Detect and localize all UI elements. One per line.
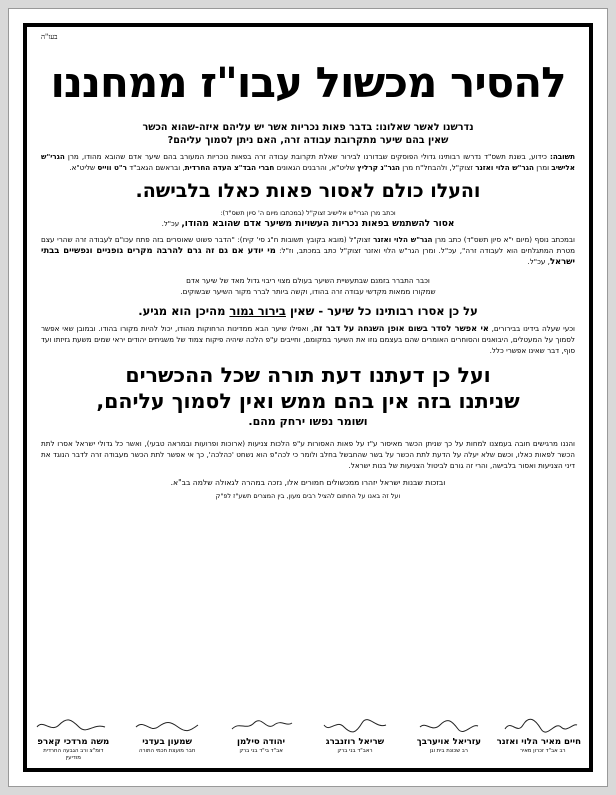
wosner-suffix: , עכ"ל. — [527, 257, 550, 266]
rabbi-2: הגר"ש הלוי ואזנר — [475, 163, 534, 172]
signature-scribble-icon — [320, 715, 390, 737]
signatory-1 — [496, 715, 581, 762]
conclusion2-line-2: שניתנו בזה אין בהם ממש ואין לסמוך עליהם, — [96, 389, 520, 413]
checks-text-2: , ואפילו שיער הבא ממדינות הרחוקות מהודו, יכול להיות מקורו בהודו. ובמובן שאי אפשר לסמוך על המעטלים, היבואנים והסוחרים האומרים שהם בעצמם גוזו את השיער במקומם, וחייבים ע"פ הלכה שיהיה פיקוח צמוד של משגיחים יהודים יראי שמים משעת גזיזתו ועד סוף, דבר שאינו אפשרי כלל. — [41, 324, 575, 355]
knowledge-line-1: וכבר התברר בזמנם שבתעשיית השיער בעולם מצוי ריבוי גדול מאד של שיער אדם — [186, 276, 430, 285]
answer-paragraph — [41, 151, 575, 173]
signatory-role: חבר מועצת חכמי התורה — [138, 748, 196, 754]
question-line-1: נדרשנו לאשר שאלונו: בדבר פאות נכריות אשר יש עליהם איזה-שהוא הכשר — [142, 122, 474, 133]
elyashiv-ruling-text: אסור להשתמש בפאות נכריות העשויות משיער אדם שהובא מהודו, — [181, 219, 455, 229]
signatory-role: אב"ד בי"ד בני ברק — [239, 748, 283, 754]
wosner-quote: מי יודע אם גם זה גרם להרבה מקרים גופניים ונפשיים בבתי ישראל — [41, 245, 575, 266]
answer-text-1: כידוע, בשנת תשס"ד נדרשו רבותינו גדולי הפוסקים שבדורנו לבירור שאלת תקרובת עבודה זרה בפאות נוכריות המעורב בהם שיער אדם שהובא מהודו, מרן — [64, 152, 550, 161]
signature-scribble-icon — [132, 715, 202, 737]
elyashiv-ruling — [41, 218, 575, 230]
rule-post: מהיכן הוא מגיע. — [138, 304, 230, 318]
wosner-text-1: ובמכתב נוסף (מיום י"א סיון תשס"ד) כתב מרן — [432, 235, 575, 244]
answer-text-5: , ובראשם הגאב"ד — [126, 163, 185, 172]
document-page — [8, 8, 608, 787]
signatory-name: יהודה סילמן — [237, 737, 286, 747]
elyashiv-ruling-suffix: עכ"ל. — [161, 220, 182, 228]
signatory-2 — [411, 715, 487, 762]
conclusion-heading: והעלו כולם לאסור פאות כאלו בלבישה. — [135, 180, 481, 202]
signatory-role: רב שכונת בית וגן — [429, 748, 468, 754]
signature-scribble-icon — [501, 715, 581, 737]
signatory-role: דומ"צ ורב הגבעה החרדית מודיעין — [43, 748, 104, 761]
signatory-6 — [35, 715, 111, 762]
signatory-role: ראב"ד בני ברק — [337, 748, 373, 754]
rule-pre: על כן אסרו רבותינו כל שיער - שאין — [285, 304, 478, 318]
answer-text-6: שליט"א. — [69, 163, 98, 172]
signature-scribble-icon — [226, 715, 296, 737]
signatory-name: שמעון בעדני — [142, 737, 193, 747]
elyashiv-note: וכתב מרן הגרי"ש אלישיב זצוק"ל (במכתבו מיום ה' סיון תשס"ד): — [220, 209, 396, 217]
signatory-4 — [223, 715, 299, 762]
wosner-name: הגר"ש הלוי ואזנר — [373, 235, 433, 244]
signature-scribble-icon — [31, 715, 111, 737]
signatory-name: משה מרדכי קארפ — [37, 737, 110, 747]
signatory-3 — [317, 715, 393, 762]
conclusion2-line-3: ושומר נפשו ירחק מהם. — [248, 415, 368, 428]
answer-text-2: ומרן — [533, 163, 552, 172]
rabbi-4: חברי הבד"צ העדה החרדית — [184, 163, 275, 172]
document-frame — [23, 23, 593, 772]
checks-paragraph — [41, 323, 575, 356]
signature-scribble-icon — [414, 715, 484, 737]
signatures-row — [35, 715, 581, 762]
answer-text-3: זצוק"ל, ולהבחל"ח מרן — [399, 163, 476, 172]
signatory-5 — [129, 715, 205, 762]
signatory-name: חיים מאיר הלוי ואזנר — [496, 737, 581, 747]
signatory-role: רב אב"ד זכרון מאיר — [519, 748, 566, 754]
bsd-mark: בעז"ה — [41, 33, 58, 41]
rule-line — [41, 303, 575, 319]
conclusion2-line-1: ועל כן דעתנו דעת תורה שכל ההכשרים — [125, 363, 491, 387]
question-line-2: שאין בהם שיער מתקרובת עבודה זרה, האם ניתן לסמוך עליהם? — [167, 135, 449, 146]
checks-bold: אי אפשר לסדר בשום אופן השגחה על דבר זה — [313, 323, 489, 333]
closing-blessing: ובזכות שבנות ישראל יזהרו ממכשולים חמורים אלו, נזכה במהרה לגאולה שלמה בב"א. — [170, 478, 446, 487]
signatory-name: שריאל רוזנברג — [325, 737, 385, 747]
wosner-paragraph — [41, 234, 575, 267]
rabbi-1: הגרי"ש אלישיב — [41, 152, 575, 172]
checks-text-1: וכעי שעלה בידינו בבירורים, — [488, 324, 576, 333]
document-title: להסיר מכשול עבו"ז ממחננו — [50, 58, 566, 107]
answer-label: תשובה: — [549, 152, 575, 161]
answer-text-4: שליט"א, והרבנים הגאונים — [274, 163, 358, 172]
closing-paragraph: והננו מרגישים חובה בעמצנו למחות על כך שניתן הכשר מאיסור ע"ז על פאות האסורות ע"פ הלכות צניעות (ארוכות ופרועות ובמראה טבעי), ואשר כל גדולי ישראל אסרו לתת הכשר לפאות כאלו, וכשם שלא יעלה על הדעת לתת הכשר על בשר שהחבשל בחלב ולומר כי לכה"פ הוא נשחט 'כהלכה', כך אי אפשר לתת הכשר מעבודה זרה לדבר הנוגד את דיני הצניעות ואסור בלבישה, והרי זה גורם לביטול הצניעות של בנות ישראל. — [41, 439, 575, 470]
rule-underlined: בירור גמור — [229, 304, 286, 318]
rabbi-5: ר"ט ווייס — [97, 163, 127, 172]
rabbi-3: הגר"נ קרליץ — [357, 163, 400, 172]
knowledge-line-2: שמקורו ממאות מקדשי עבודה זרה בהודו, וקשה ביותר לברר מקור השיער שבשוקים. — [180, 287, 436, 296]
wosner-text-2: זצוק"ל (מובא בקובץ תשובות ח"ג סי' קיח): "הדבר פשוט שאוסרים בזה פתח עכו"ם לעבודה זרה שהרי עצם מטרת המתגלחים הוא לעבודה זרה", עכ"ל. ומרן הגר"ש הלוי ואזנר זצוק"ל כתב במכתב, וז"ל: — [41, 235, 575, 255]
signatory-name: עזריאל אויערבך — [416, 737, 481, 747]
signing-date: ועל זה באנו על החתום להציל רבים מעון, בין המצרים תשע"ז לפ"ק — [215, 492, 401, 500]
